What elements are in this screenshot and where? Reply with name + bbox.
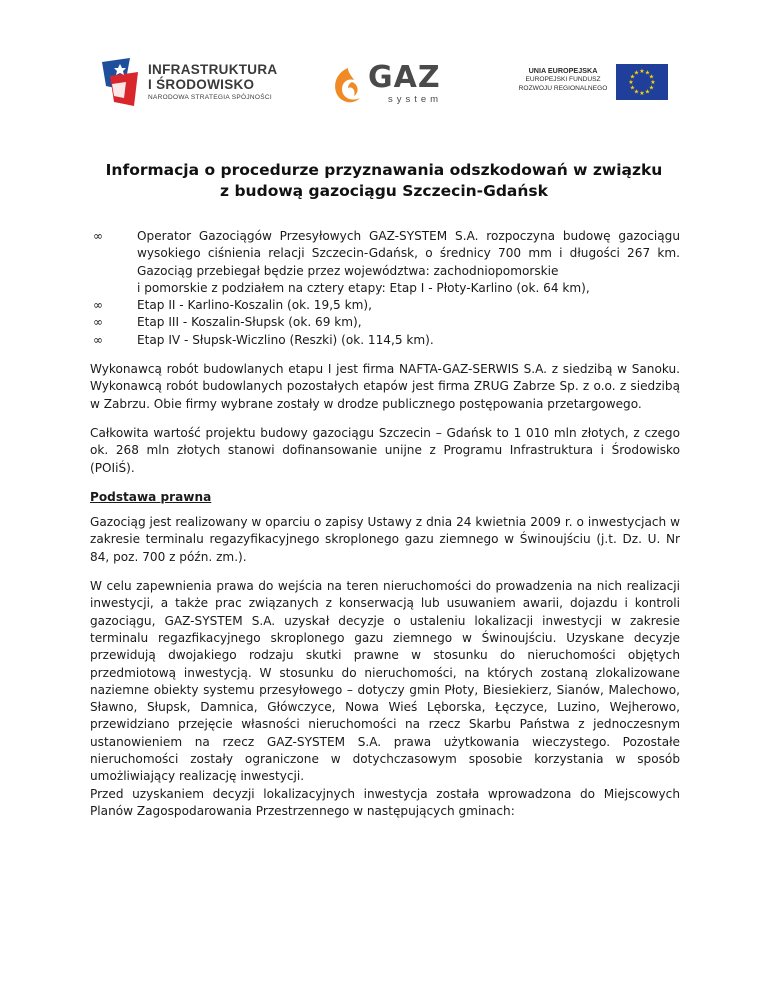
gaz-wordmark: GAZ: [368, 60, 441, 95]
svg-text:★: ★: [639, 90, 645, 97]
svg-text:★: ★: [644, 88, 651, 96]
page-title: [0, 160, 768, 202]
bullet-text-continuation: i pomorskie z podziałem na cztery etapy: Etap I - Płoty-Karlino (ok. 64 km),: [137, 280, 590, 295]
svg-text:★: ★: [628, 79, 634, 86]
ue-line2: EUROPEJSKI FUNDUSZ: [525, 76, 601, 83]
list-item: [90, 297, 680, 314]
ifs-line2: I ŚRODOWISKO: [148, 77, 255, 92]
list-item: [90, 332, 680, 349]
svg-text:★: ★: [639, 68, 645, 75]
gaz-flame-icon: [330, 64, 366, 108]
bullet-text: Etap II - Karlino-Koszalin (ok. 19,5 km),: [137, 298, 372, 313]
project-value-paragraph: Całkowita wartość projektu budowy gazociągu Szczecin – Gdańsk to 1 010 mln złotych, z czego ok. 268 mln złotych stanowi dofinansowanie unijne z Programu Infrastruktura i Środowisko (POIiŚ).: [90, 425, 680, 475]
spatial-plans-paragraph: Przed uzyskaniem decyzji lokalizacyjnych inwestycja została wprowadzona do Miejscowych Planów Zagospodarowania Przestrzennego w następujących gminach:: [90, 786, 680, 818]
title-line2: z budową gazociągu Szczecin-Gdańsk: [220, 182, 548, 200]
svg-text:★: ★: [648, 73, 655, 81]
svg-text:★: ★: [644, 69, 651, 77]
ifs-line3: NARODOWA STRATEGIA SPÓJNOŚCI: [148, 94, 272, 101]
bullet-icon: ∞: [93, 332, 103, 347]
infrastruktura-srodowisko-logo: [100, 56, 300, 112]
ue-line1: UNIA EUROPEJSKA: [528, 66, 598, 75]
list-item: [90, 228, 680, 280]
eu-flag-icon: [616, 64, 668, 100]
property-rights-paragraph: W celu zapewnienia prawa do wejścia na teren nieruchomości do prowadzenia na nich realizacji inwestycji, a także prac związanych z konserwacją lub usuwaniem awarii, dojazdu i kontroli gazociągu, GAZ-SYSTEM S.A. uzyskał decyzje o ustaleniu lokalizacji inwestycji w zakresie terminalu regazfikacyjnego skroplonego gazu ziemnego w Świnoujściu. Uzyskane decyzje przewidują dwojakiego rodzaju skutki prawne w stosunku do nieruchomości objętych przedmiotową inwestycją. W stosunku do nieruchomości, na których zostaną zlokalizowane naziemne obiekty systemu przesyłowego – dotyczy gmin Płoty, Biesiekierz, Sianów, Malechowo, Sławno, Słupsk, Damnica, Główczyce, Nowa Wieś Lęborska, Łęczyce, Luzino, Wejherowo, przewidziano przejęcie własności nieruchomości na rzecz Skarbu Państwa z jednoczesnym ustanowieniem na rzecz GAZ-SYSTEM S.A. prawa użytkowania wieczystego. Pozostałe nieruchomości zostały ograniczone w dotychczasowym sposobie korzystania w sposób umożliwiający realizację inwestycji.: [90, 579, 680, 784]
bullet-icon: ∞: [93, 298, 103, 313]
svg-text:★: ★: [629, 84, 636, 92]
eu-fund-logo: [512, 64, 672, 110]
header-logos: [0, 50, 768, 120]
ifs-emblem-icon: [100, 56, 142, 110]
bullet-text: Etap III - Koszalin-Słupsk (ok. 69 km),: [137, 315, 362, 330]
gaz-subtitle: system: [388, 94, 443, 105]
ifs-line1: INFRASTRUKTURA: [148, 62, 278, 77]
svg-text:★: ★: [648, 84, 655, 92]
svg-text:★: ★: [633, 88, 640, 96]
bullet-icon: ∞: [93, 229, 103, 243]
document-body: [90, 228, 680, 820]
ue-line3: ROZWOJU REGIONALNEGO: [518, 85, 608, 92]
bullet-text: Operator Gazociągów Przesyłowych GAZ-SYSTEM S.A. rozpoczyna budowę gazociągu wysokiego ciśnienia relacji Szczecin-Gdańsk, o średnicy 700 mm i długości 267 km. Gazociąg przebiegał będzie przez województwa: zachodniopomorskie: [137, 229, 680, 278]
title-line1: Informacja o procedurze przyznawania odszkodowań w związku: [105, 161, 663, 179]
stages-list: [90, 228, 680, 349]
list-item-continuation: [90, 280, 680, 297]
bullet-text: Etap IV - Słupsk-Wiczlino (Reszki) (ok. 114,5 km).: [137, 332, 434, 347]
contractors-paragraph: Wykonawcą robót budowlanych etapu I jest firma NAFTA-GAZ-SERWIS S.A. z siedzibą w Sanoku. Wykonawcą robót budowlanych pozostałych etapów jest firma ZRUG Zabrze Sp. z o.o. z siedzibą w Zabrzu. Obie firmy wybrane zostały w drodze publicznego postępowania przetargowego.: [90, 362, 680, 411]
legal-basis-heading: Podstawa prawna: [90, 489, 212, 504]
gaz-system-logo: [330, 62, 490, 112]
svg-text:★: ★: [629, 73, 636, 81]
list-item: [90, 314, 680, 331]
svg-text:★: ★: [650, 79, 656, 86]
legal-basis-paragraph: Gazociąg jest realizowany w oparciu o zapisy Ustawy z dnia 24 kwietnia 2009 r. o inwestycjach w zakresie terminalu regazyfikacyjnego skroplonego gazu ziemnego w Świnoujściu (j.t. Dz. U. Nr 84, poz. 700 z późn. zm.).: [90, 515, 680, 564]
svg-text:★: ★: [633, 69, 640, 77]
bullet-icon: ∞: [93, 315, 103, 330]
